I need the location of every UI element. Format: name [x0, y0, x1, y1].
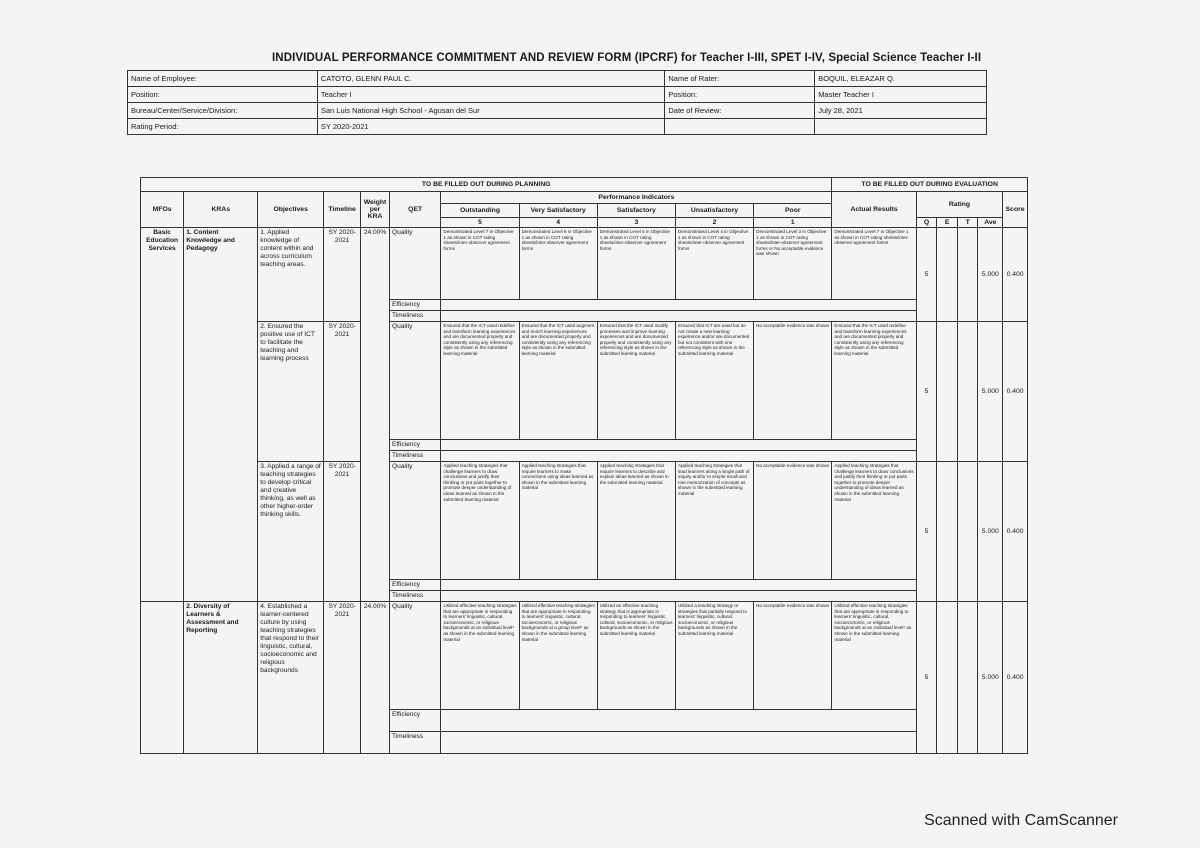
- rating-q: Q: [916, 218, 937, 228]
- planning-header: TO BE FILLED OUT DURING PLANNING: [141, 178, 832, 192]
- indicator-3: Ensured that the ICT used modify processes and improve learning experiences and are documented properly and consistently using any referencing style as shown in the submitted learning material: [597, 322, 675, 440]
- score-value: 0.400: [1003, 322, 1028, 462]
- indicator-4: Applied teaching strategies that require learners to make connections using ideas learned as shown in the submitted learning material: [519, 462, 597, 580]
- actual-result: Applied teaching strategies that challenge learners to draw conclusions and justify their thinking or put parts together to promote deeper understanding of ideas learned as shown in the submitted learning material: [832, 462, 916, 580]
- rating-ave-value: 5.000: [978, 602, 1003, 754]
- objective-cell: 4. Established a learner-centered culture by using teaching strategies that respond to their linguistic, cultural, socioeconomic and religious backgrounds: [258, 602, 324, 754]
- rating-t: T: [957, 218, 978, 228]
- perf-indicators-header: Performance Indicators: [441, 192, 832, 204]
- indicator-1: No acceptable evidence was shown: [754, 322, 832, 440]
- timeline-cell: SY 2020-2021: [324, 322, 361, 462]
- col-mfos: MFOs: [141, 192, 184, 228]
- qet-timeliness: Timeliness: [389, 591, 440, 602]
- actual-result: Demonstrated Level 7 in Objective 1 as shown in COT rating sheets/inter-observer agreement forms: [832, 228, 916, 300]
- col-timeline: Timeline: [324, 192, 361, 228]
- ipcrf-table: [140, 177, 1028, 754]
- weight-cell: 24.00%: [361, 602, 390, 754]
- scale-1: 1: [754, 218, 832, 228]
- score-value: 0.400: [1003, 602, 1028, 754]
- employee-label: Name of Employee:: [128, 71, 318, 87]
- objective-cell: 3. Applied a range of teaching strategies to develop critical and creative thinking, as well as other higher-order thinking skills.: [258, 462, 324, 602]
- indicator-5: Ensured that the ICT used redefine and transform learning experiences and are documented properly and consistently using any referencing style as shown in the submitted learning material: [441, 322, 519, 440]
- rater-position-value: Master Teacher I: [815, 87, 987, 103]
- qet-efficiency: Efficiency: [389, 580, 440, 591]
- indicator-1: Demonstrated Level 3 in Objective 1 as shown in COT rating sheets/inter-observer agreement forms or No acceptable evidence was shown: [754, 228, 832, 300]
- rating-q-value: 5: [916, 322, 937, 462]
- table-row: [141, 322, 1028, 440]
- indicator-4: Utilized effective teaching strategies that are appropriate in responding to learners' linguistic, cultural, socioeconomic, or religious backgrounds at a group level* as shown in the submitted learning material: [519, 602, 597, 710]
- scale-5: 5: [441, 218, 519, 228]
- evaluation-header: TO BE FILLED OUT DURING EVALUATION: [832, 178, 1028, 192]
- col-outstanding: Outstanding: [441, 204, 519, 218]
- qet-quality: Quality: [389, 322, 440, 440]
- indicator-1: No acceptable evidence was shown: [754, 462, 832, 580]
- position-label: Position:: [128, 87, 318, 103]
- col-very-satisfactory: Very Satisfactory: [519, 204, 597, 218]
- rating-q-value: 5: [916, 462, 937, 602]
- qet-timeliness: Timeliness: [389, 311, 440, 322]
- table-row: [141, 462, 1028, 580]
- qet-timeliness: Timeliness: [389, 732, 440, 754]
- timeline-cell: SY 2020-2021: [324, 602, 361, 754]
- form-title: INDIVIDUAL PERFORMANCE COMMITMENT AND REVIEW FORM (IPCRF) for Teacher I-III, SPET I-IV, Special Science Teacher I-II: [272, 52, 982, 64]
- rating-ave-value: 5.000: [978, 322, 1003, 462]
- mfo-cell: Basic Education Services: [141, 228, 184, 602]
- col-objectives: Objectives: [258, 192, 324, 228]
- rating-q-value: 5: [916, 228, 937, 322]
- col-rating: Rating: [916, 192, 1002, 218]
- rating-ave-value: 5.000: [978, 228, 1003, 322]
- period-label: Rating Period:: [128, 119, 318, 135]
- rating-ave: Ave: [978, 218, 1003, 228]
- objective-cell: 2. Ensured the positive use of ICT to facilitate the teaching and learning process: [258, 322, 324, 462]
- indicator-2: Utilized a teaching strategy or strategies that partially respond to learners' linguistic, cultural, socioeconomic, or religious backgrounds as shown in the submitted learning material: [675, 602, 753, 710]
- indicator-4: Demonstrated Level 6 in Objective 1 as shown in COT rating sheets/inter-observer agreement forms: [519, 228, 597, 300]
- scale-2: 2: [675, 218, 753, 228]
- qet-efficiency: Efficiency: [389, 710, 440, 732]
- qet-quality: Quality: [389, 602, 440, 710]
- review-date-value: July 28, 2021: [815, 103, 987, 119]
- rater-name: BOQUIL, ELEAZAR Q.: [815, 71, 987, 87]
- indicator-3: Demonstrated Level 5 in Objective 1 as shown in COT rating sheets/inter-observer agreement forms: [597, 228, 675, 300]
- qet-efficiency: Efficiency: [389, 300, 440, 311]
- table-row: [141, 602, 1028, 710]
- position-value: Teacher I: [317, 87, 665, 103]
- rater-label: Name of Rater:: [665, 71, 815, 87]
- col-unsatisfactory: Unsatisfactory: [675, 204, 753, 218]
- score-value: 0.400: [1003, 462, 1028, 602]
- indicator-1: No acceptable evidence was shown: [754, 602, 832, 710]
- actual-result: Ensured that the ICT used redefine and transform learning experiences and are documented properly and consistently using any referencing style as shown in the submitted learning material: [832, 322, 916, 440]
- indicator-5: Applied teaching strategies that challenge learners to draw conclusions and justify their thinking or put parts together to promote deeper understanding of ideas learned as shown in the submitted learning material: [441, 462, 519, 580]
- weight-cell: 24.00%: [361, 228, 390, 602]
- rating-e: E: [937, 218, 958, 228]
- timeline-cell: SY 2020-2021: [324, 462, 361, 602]
- objective-cell: 1. Applied knowledge of content within and across curriculum teaching areas.: [258, 228, 324, 322]
- qet-quality: Quality: [389, 228, 440, 300]
- scale-3: 3: [597, 218, 675, 228]
- indicator-3: Applied teaching strategies that require learners to describe and explain ideas learned as shown in the submitted learning material: [597, 462, 675, 580]
- employee-info-table: [127, 70, 987, 135]
- indicator-5: Demonstrated Level 7 in Objective 1 as shown in COT rating sheets/inter-observer agreement forms: [441, 228, 519, 300]
- rater-position-label: Position:: [665, 87, 815, 103]
- col-actual: Actual Results: [832, 192, 916, 228]
- bureau-label: Bureau/Center/Service/Division:: [128, 103, 318, 119]
- kra-2-cell: 2. Diversity of Learners & Assessment and Reporting: [184, 602, 258, 754]
- qet-quality: Quality: [389, 462, 440, 580]
- col-qet: QET: [389, 192, 440, 228]
- timeline-cell: SY 2020-2021: [324, 228, 361, 322]
- col-score: Score: [1003, 192, 1028, 228]
- col-kras: KRAs: [184, 192, 258, 228]
- score-value: 0.400: [1003, 228, 1028, 322]
- actual-result: Utilized effective teaching strategies that are appropriate in responding to learners' linguistic, cultural, socioeconomic, or religious backgrounds at an individual level* as shown in the submitted learning material: [832, 602, 916, 710]
- qet-timeliness: Timeliness: [389, 451, 440, 462]
- review-date-label: Date of Review:: [665, 103, 815, 119]
- period-value: SY 2020-2021: [317, 119, 665, 135]
- col-satisfactory: Satisfactory: [597, 204, 675, 218]
- rating-q-value: 5: [916, 602, 937, 754]
- indicator-2: Demonstrated Level 4 in Objective 1 as shown in COT rating sheets/inter-observer agreement forms: [675, 228, 753, 300]
- indicator-4: Ensured that the ICT used augment and enrich learning experiences and are documented properly and consistently using any referencing style as shown in the submitted learning material: [519, 322, 597, 440]
- qet-efficiency: Efficiency: [389, 440, 440, 451]
- indicator-5: Utilized effective teaching strategies that are appropriate in responding to learners' linguistic, cultural, socioeconomic, or religious backgrounds at an individual level* as shown in the submitted learning material: [441, 602, 519, 710]
- indicator-3: Utilized an effective teaching strategy that is appropriate in responding to learners' linguistic, cultural, socioeconomic, or religious backgrounds as shown in the submitted learning material: [597, 602, 675, 710]
- indicator-2: Ensured that ICT are used but do not create a new learning experience and/or are documented but not consistent with one referencing style as shown in the submitted learning material: [675, 322, 753, 440]
- table-row: [141, 228, 1028, 300]
- scale-4: 4: [519, 218, 597, 228]
- col-weight: Weight per KRA: [361, 192, 390, 228]
- rating-ave-value: 5.000: [978, 462, 1003, 602]
- scanner-footer: Scanned with CamScanner: [924, 812, 1118, 829]
- indicator-2: Applied teaching strategies that lead learners along a single path of inquiry and/or to simple recall and rote memorization of concepts as shown in the submitted learning material: [675, 462, 753, 580]
- kra-1-cell: 1. Content Knowledge and Pedagogy: [184, 228, 258, 602]
- bureau-value: San Luis National High School - Agusan del Sur: [317, 103, 665, 119]
- employee-name: CATOTO, GLENN PAUL C.: [317, 71, 665, 87]
- col-poor: Poor: [754, 204, 832, 218]
